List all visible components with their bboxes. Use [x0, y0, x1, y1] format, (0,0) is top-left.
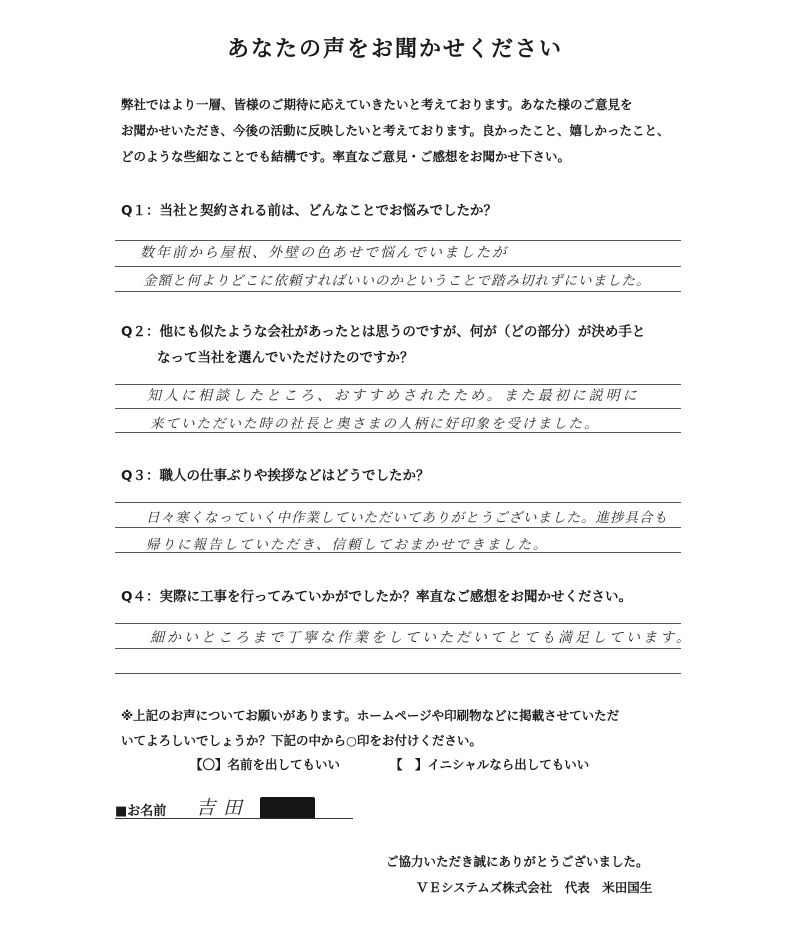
question-1: Q１：当社と契約される前は、どんなことでお悩みでしたか？ [121, 203, 497, 219]
redaction-block [260, 797, 315, 819]
answer-line [115, 408, 681, 409]
permission-note-cont: いてよろしいでしょうか？下記の中から○印をお付けください。 [121, 733, 482, 748]
answer-3-line-2: 帰りに報告していただき、信頼しておまかせできました。 [146, 537, 549, 553]
intro-line: お聞かせいただき、今後の活動に反映したいと考えております。良かったこと、嬉しかったこと、 [121, 123, 670, 138]
answer-line [115, 527, 681, 528]
option-name-ok[interactable]: 【〇】名前を出してもいい [190, 757, 341, 772]
question-4: Q４：実際に工事を行ってみていかがでしたか？率直なご感想をお聞かせください。 [121, 589, 632, 605]
answer-1-line-1: 数年前から屋根、外壁の色あせで悩んでいましたが [140, 245, 508, 261]
name-underline [115, 818, 353, 819]
answer-line [115, 266, 681, 267]
answer-line [115, 673, 681, 674]
answer-line [115, 648, 681, 649]
name-value[interactable]: 吉田 [196, 797, 251, 819]
answer-1-line-2: 金額と何よりどこに依頼すればいいのかということで踏み切れずにいました。 [143, 273, 651, 289]
answer-line [115, 240, 681, 241]
permission-note: ※上記のお声についてお願いがあります。ホームページや印刷物などに掲載させていただ [121, 708, 620, 723]
answer-line [115, 623, 681, 624]
answer-line [115, 432, 681, 433]
answer-2-line-1: 知人に相談したところ、おすすめされたため。また最初に説明に [147, 388, 640, 404]
thanks-text: ご協力いただき誠にありがとうございました。 [386, 854, 649, 869]
name-label: ■お名前 [115, 804, 167, 819]
company-signature: ＶＥシステムズ株式会社 代表 米田国生 [416, 880, 653, 895]
answer-2-line-2: 来ていただいた時の社長と奥さまの人柄に好印象を受けました。 [150, 416, 600, 432]
answer-4-line-1: 細かいところまで丁寧な作業をしていただいてとても満足しています。 [150, 630, 693, 646]
question-2: Q２：他にも似たような会社があったとは思うのですが、何が（どの部分）が決め手と [121, 324, 646, 340]
intro-line: どのような些細なことでも結構です。率直なご意見・ご感想をお聞かせ下さい。 [121, 149, 571, 164]
answer-line [115, 291, 681, 292]
answer-3-line-1: 日々寒くなっていく中作業していただいてありがとうございました。進捗具合も [146, 510, 668, 526]
answer-line [115, 502, 681, 503]
question-3: Q３：職人の仕事ぶりや挨拶などはどうでしたか？ [121, 468, 430, 484]
intro-line: 弊社ではより一層、皆様のご期待に応えていきたいと考えております。あなた様のご意見を [121, 97, 633, 112]
option-initial-ok[interactable]: 【 】イニシャルなら出してもいい [390, 757, 590, 772]
question-2-cont: なって当社を選んでいただけたのですか？ [157, 350, 414, 366]
intro-text [121, 92, 701, 170]
page-title: あなたの声をお聞かせください [226, 37, 563, 62]
